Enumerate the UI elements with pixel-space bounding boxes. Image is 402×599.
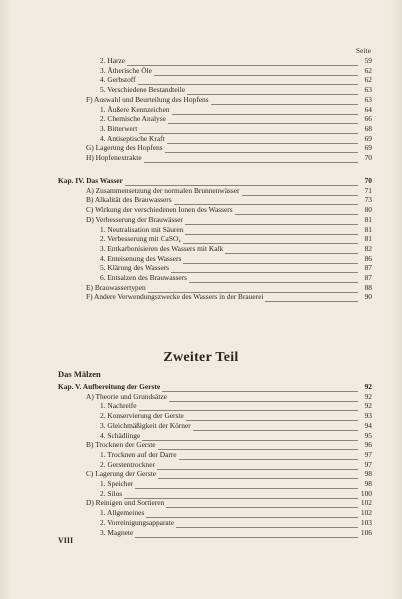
toc-entry — [58, 254, 372, 264]
entry-title: C) Lagerung der Gerste — [86, 469, 156, 479]
entry-title: 1. Speicher — [100, 479, 134, 488]
toc-entry — [58, 489, 372, 499]
entry-page: 63 — [364, 94, 372, 104]
toc-entry — [58, 105, 372, 115]
entry-page: 93 — [364, 411, 372, 421]
entry-page: 92 — [364, 401, 372, 411]
toc-entry — [58, 143, 372, 153]
toc-entry — [58, 469, 372, 479]
entry-title: D) Verbesserung der Brauwässer — [86, 214, 183, 224]
entry-page: 86 — [364, 253, 372, 263]
entry-title: F) Andere Verwendungszwecke des Wassers in der Brauerei — [86, 292, 264, 302]
entry-title: 3. Ätherische Öle — [100, 65, 152, 75]
entry-title: 2. Silos — [100, 488, 123, 498]
entry-page: 81 — [364, 224, 372, 234]
entry-title: 1. Neutralisation mit Säuren — [100, 224, 184, 234]
entry-page: 59 — [364, 56, 372, 65]
entry-title: A) Zusammensetzung der normalen Brunnenwässer — [86, 185, 240, 195]
entry-title: G) Lagerung des Hopfens — [86, 143, 163, 153]
entry-page: 81 — [364, 234, 372, 244]
entry-page: 70 — [364, 176, 372, 185]
toc-entry — [58, 195, 372, 205]
entry-page: 96 — [364, 440, 372, 450]
entry-page: 62 — [364, 75, 372, 85]
entry-title: A) Theorie und Grundsätze — [86, 391, 167, 401]
entry-title: 3. Gleichmäßigkeit der Körner — [100, 420, 191, 430]
toc-entry — [58, 421, 372, 431]
entry-title: 2. Harze — [100, 56, 126, 65]
entry-page: 87 — [364, 263, 372, 273]
entry-page: 102 — [360, 498, 372, 508]
toc-entry — [58, 225, 372, 235]
entry-page: 69 — [364, 143, 372, 153]
toc-entry — [58, 215, 372, 225]
leader-rule — [144, 162, 358, 163]
entry-page: 103 — [360, 517, 372, 527]
entry-title: 2. Konservierung der Gerste — [100, 411, 184, 421]
part-heading: Zweiter Teil — [163, 350, 239, 365]
chapter-entry — [58, 382, 372, 392]
toc-entry — [58, 401, 372, 411]
entry-page: 102 — [360, 508, 372, 518]
entry-title: 3. Magnete — [100, 527, 134, 537]
toc-entry — [58, 95, 372, 105]
entry-title: 1. Allgemeines — [100, 508, 145, 518]
entry-title: D) Reinigen und Sortieren — [86, 498, 165, 508]
entry-page: 81 — [364, 214, 372, 224]
entry-title: 4. Antiseptische Kraft — [100, 133, 165, 143]
entry-title: B) Alkalität des Brauwassers — [86, 195, 172, 205]
toc-entry — [58, 411, 372, 421]
entry-page: 98 — [364, 469, 372, 479]
toc-entry — [58, 153, 372, 163]
entry-page: 98 — [364, 479, 372, 488]
toc-entry — [58, 134, 372, 144]
entry-title: 4. Enteisenung des Wassers — [100, 253, 182, 263]
entry-page: 62 — [364, 65, 372, 75]
entry-page: 90 — [364, 292, 372, 302]
toc-entry — [58, 75, 372, 85]
section-heading: Das Mälzen — [58, 369, 101, 379]
page-column-header: Seite — [356, 47, 371, 55]
entry-title: 3. Entkarbonisieren des Wassers mit Kalk — [100, 243, 224, 253]
entry-page: 95 — [364, 430, 372, 440]
toc-entry — [58, 124, 372, 134]
entry-page: 106 — [360, 527, 372, 537]
entry-page: 69 — [364, 133, 372, 143]
toc-entry — [58, 114, 372, 124]
entry-title: Kap. V. Aufbereitung der Gerste — [58, 382, 161, 391]
entry-title: 5. Klärung des Wassers — [100, 263, 170, 273]
entry-page: 64 — [364, 104, 372, 114]
entry-title: H) Hopfenextrakte — [86, 153, 142, 162]
entry-title: 1. Trocknen auf der Darre — [100, 449, 177, 459]
entry-page: 70 — [364, 153, 372, 162]
toc-entry — [58, 508, 372, 518]
toc-entry — [58, 292, 372, 302]
entry-title: 2. Chemische Analyse — [100, 114, 166, 124]
entry-page: 100 — [360, 488, 372, 498]
entry-page: 94 — [364, 420, 372, 430]
entry-title: 6. Entsalzen des Brauwassers — [100, 273, 188, 282]
toc-entry — [58, 273, 372, 283]
toc-entry — [58, 283, 372, 293]
page-number: VIII — [58, 536, 74, 545]
toc-entry — [58, 498, 372, 508]
toc-entry — [58, 518, 372, 528]
entry-page: 66 — [364, 114, 372, 124]
entry-page: 97 — [364, 459, 372, 469]
entry-page: 92 — [364, 391, 372, 401]
toc-entry — [58, 244, 372, 254]
entry-title: 2. Vorreinigungsapparate — [100, 517, 175, 527]
entry-page: 63 — [364, 85, 372, 95]
toc-entry — [58, 263, 372, 273]
entry-page: 80 — [364, 205, 372, 215]
toc-entry — [58, 440, 372, 450]
entry-page: 68 — [364, 123, 372, 133]
entry-page: 87 — [364, 273, 372, 282]
entry-title: 2. Gerstentrockner — [100, 459, 155, 469]
toc-entry — [58, 431, 372, 441]
entry-title: 4. Schädlinge — [100, 430, 141, 440]
toc-entry — [58, 85, 372, 95]
toc-entry — [58, 479, 372, 489]
entry-page: 97 — [364, 449, 372, 459]
toc-entry — [58, 66, 372, 76]
entry-title: B) Trocknen der Gerste — [86, 440, 156, 450]
toc-entry — [58, 392, 372, 402]
entry-title: 3. Bitterwert — [100, 123, 138, 133]
toc-entry — [58, 450, 372, 460]
entry-title: Kap. IV. Das Wasser — [58, 176, 123, 185]
entry-title: 4. Gerbstoff — [100, 75, 136, 85]
entry-page: 88 — [364, 282, 372, 292]
leader-rule — [135, 537, 358, 538]
entry-page: 82 — [364, 243, 372, 253]
entry-title: 1. Nachreife — [100, 401, 137, 411]
entry-title: C) Wirkung der verschiedenen Ionen des Wassers — [86, 205, 233, 215]
entry-title: F) Auswahl und Beurteilung des Hopfens — [86, 94, 209, 104]
entry-page: 71 — [364, 185, 372, 195]
entry-page: 73 — [364, 195, 372, 205]
toc-entry — [58, 186, 372, 196]
entry-title: 5. Verschiedene Bestandteile — [100, 85, 186, 95]
entry-page: 92 — [364, 382, 372, 391]
toc-entry — [58, 528, 372, 538]
entry-title: 2. Verbesserung mit CaSO₄ — [100, 234, 181, 244]
toc-entry — [58, 56, 372, 66]
leader-rule — [265, 301, 358, 302]
chapter-entry — [58, 176, 372, 186]
entry-title: E) Brauwassertypen — [86, 282, 146, 292]
toc-entry — [58, 205, 372, 215]
entry-title: 1. Äußere Kennzeichen — [100, 104, 170, 114]
toc-entry — [58, 460, 372, 470]
toc-entry — [58, 234, 372, 244]
